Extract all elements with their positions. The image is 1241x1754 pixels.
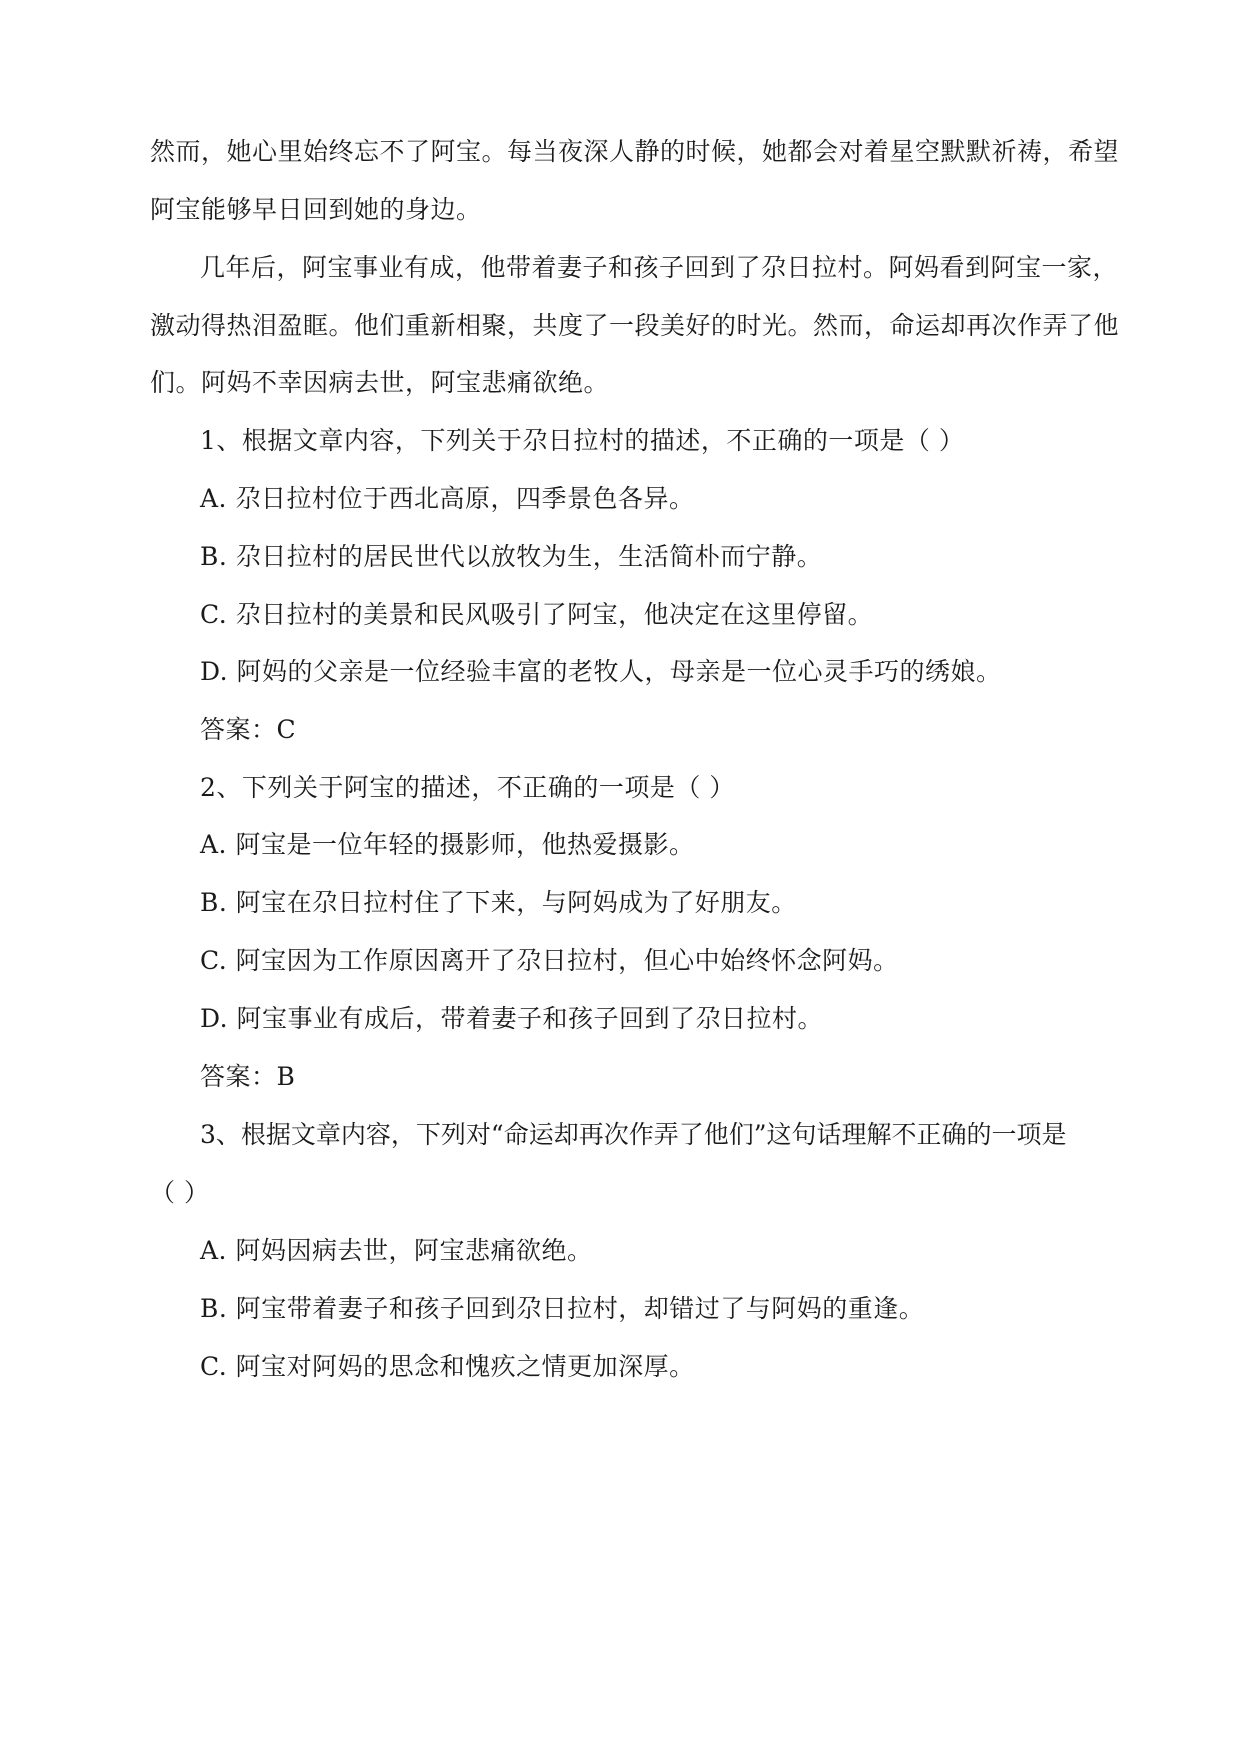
question-1-option-b: B. 尕日拉村的居民世代以放牧为生，生活简朴而宁静。 (200, 542, 823, 571)
question-2-option-b: B. 阿宝在尕日拉村住了下来，与阿妈成为了好朋友。 (200, 888, 797, 917)
question-2-stem: 2、下列关于阿宝的描述，不正确的一项是（ ） (200, 773, 735, 802)
question-2-option-a: A. 阿宝是一位年轻的摄影师，他热爱摄影。 (200, 830, 695, 859)
paragraph-1-line-2: 阿宝能够早日回到她的身边。 (150, 195, 482, 224)
question-2-option-c: C. 阿宝因为工作原因离开了尕日拉村，但心中始终怀念阿妈。 (200, 946, 899, 975)
question-3-option-a: A. 阿妈因病去世，阿宝悲痛欲绝。 (200, 1236, 593, 1265)
paragraph-2-line-1: 几年后，阿宝事业有成，他带着妻子和孩子回到了尕日拉村。阿妈看到阿宝一家， (200, 253, 1119, 282)
question-3-stem-continued: （ ） (150, 1178, 210, 1207)
paragraph-1-line-1: 然而，她心里始终忘不了阿宝。每当夜深人静的时候，她都会对着星空默默祈祷，希望 (150, 137, 1120, 166)
question-2-option-d: D. 阿宝事业有成后，带着妻子和孩子回到了尕日拉村。 (200, 1004, 824, 1033)
question-1-option-a: A. 尕日拉村位于西北高原，四季景色各异。 (200, 484, 695, 513)
question-3-stem: 3、根据文章内容，下列对“命运却再次作弄了他们”这句话理解不正确的一项是 (200, 1120, 1067, 1149)
question-1-answer: 答案：C (200, 715, 297, 744)
question-3-option-b: B. 阿宝带着妻子和孩子回到尕日拉村，却错过了与阿妈的重逢。 (200, 1294, 925, 1323)
question-1-option-c: C. 尕日拉村的美景和民风吸引了阿宝，他决定在这里停留。 (200, 600, 874, 629)
question-1-stem: 1、根据文章内容，下列关于尕日拉村的描述，不正确的一项是（ ） (200, 426, 965, 455)
paragraph-2-line-3: 们。阿妈不幸因病去世，阿宝悲痛欲绝。 (150, 368, 610, 397)
question-1-option-d: D. 阿妈的父亲是一位经验丰富的老牧人，母亲是一位心灵手巧的绣娘。 (200, 657, 1002, 686)
question-3-option-c: C. 阿宝对阿妈的思念和愧疚之情更加深厚。 (200, 1352, 695, 1381)
question-2-answer: 答案：B (200, 1062, 296, 1091)
paragraph-2-line-2: 激动得热泪盈眶。他们重新相聚，共度了一段美好的时光。然而，命运却再次作弄了他 (150, 311, 1120, 340)
